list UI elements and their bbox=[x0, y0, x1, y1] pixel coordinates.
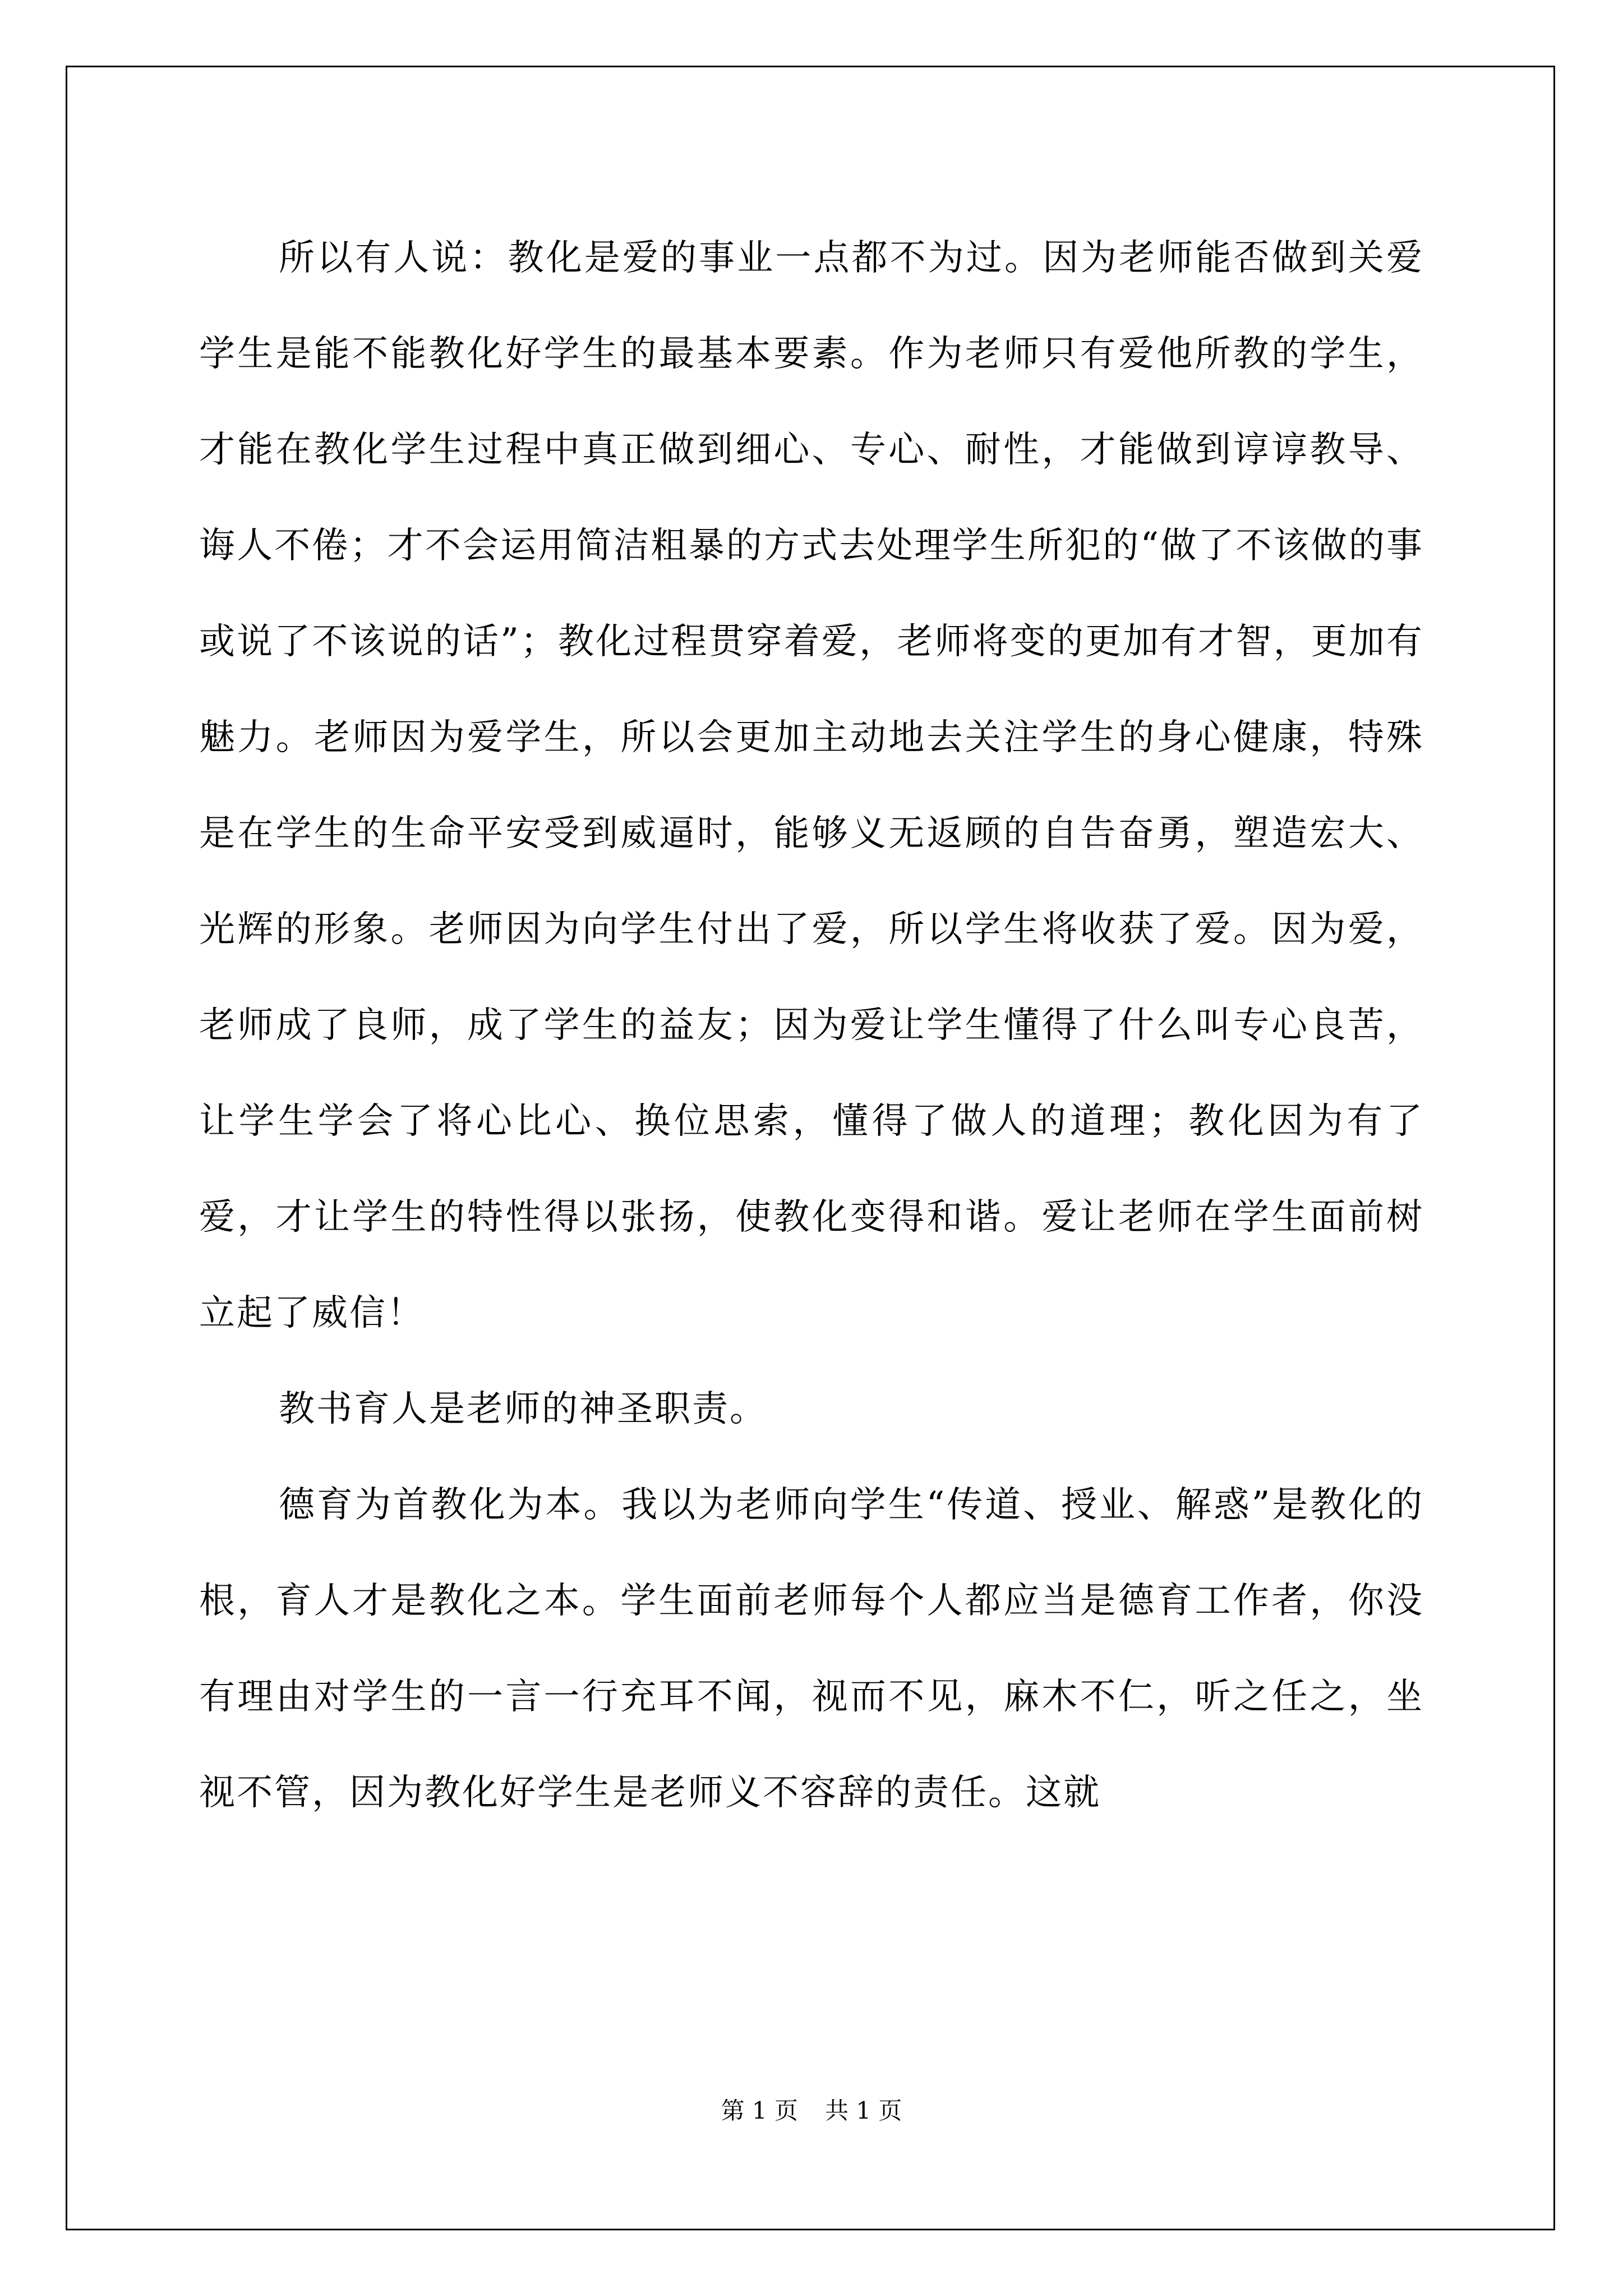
paragraph-2: 教书育人是老师的神圣职责。 bbox=[279, 1388, 767, 1430]
paragraph-3: 德育为首教化为本。我以为老师向学生“传道、授业、解惑”是教化的根，育人才是教化之本。学生面前老师每个人都应当是德育工作者，你没有理由对学生的一言一行充耳不闻，视而不见，麻木不仁，听之任之，坐视不管，因为教化好学生是老师义不容辞的责任。这就 bbox=[199, 1484, 1424, 1814]
paragraph-1: 所以有人说：教化是爱的事业一点都不为过。因为老师能否做到关爱学生是能不能教化好学生的最基本要素。作为老师只有爱他所教的学生，才能在教化学生过程中真正做到细心、专心、耐性，才能做到谆谆教导、诲人不倦；才不会运用简洁粗暴的方式去处理学生所犯的“做了不该做的事或说了不该说的话”；教化过程贯穿着爱，老师将变的更加有才智，更加有魅力。老师因为爱学生，所以会更加主动地去关注学生的身心健康，特殊是在学生的生命平安受到威逼时，能够义无返顾的自告奋勇，塑造宏大、光辉的形象。老师因为向学生付出了爱，所以学生将收获了爱。因为爱，老师成了良师，成了学生的益友；因为爱让学生懂得了什么叫专心良苦，让学生学会了将心比心、换位思索，懂得了做人的道理；教化因为有了爱，才让学生的特性得以张扬，使教化变得和谐。爱让老师在学生面前树立起了威信！ bbox=[199, 237, 1424, 1334]
page-number-total: 共 1 页 bbox=[825, 2097, 902, 2124]
page-number-current: 第 1 页 bbox=[721, 2097, 798, 2124]
page-footer bbox=[0, 2095, 1623, 2127]
document-body bbox=[199, 210, 1424, 1841]
